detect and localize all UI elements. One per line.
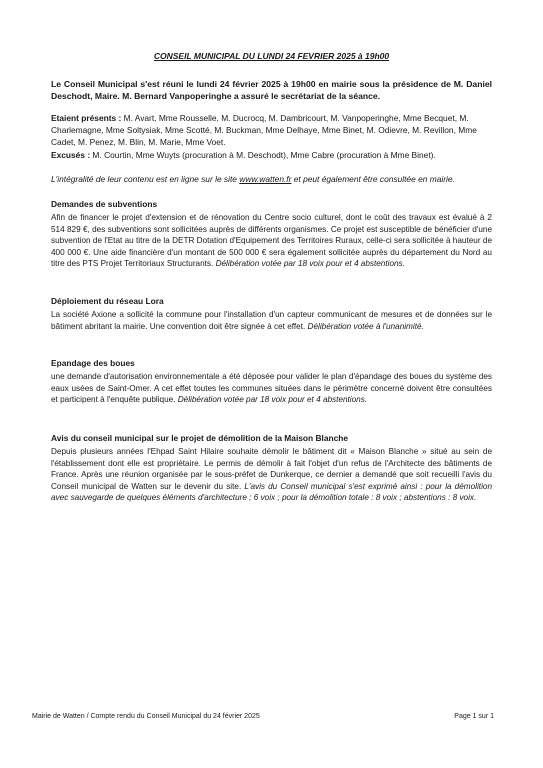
website-link[interactable]: www.watten.fr (239, 174, 292, 184)
section-sludge (51, 358, 492, 406)
document-title: CONSEIL MUNICIPAL DU LUNDI 24 FEVRIER 2025 à 19h00 (153, 51, 390, 61)
section-vote: Délibération votée à l'unanimité. (307, 321, 424, 331)
present-names: M. Avart, Mme Rousselle, M. Ducrocq, M. Dambricourt, M. Vanpoperinghe, Mme Becquet, M. Charlemagne, Mme Soltysiak, Mme Scotté, M. Buckman, Mme Delhaye, Mme Binet, M. Odievre, M. Revillon, Mme Cadet, M. Penez, M. Blin, M. Marie, Mme Voet. (51, 113, 477, 148)
section-body (51, 309, 492, 332)
section-text: La société Axione a sollicité la commune pour l'installation d'un capteur communicant de mesures et de données sur le bâtiment abritant la mairie. Une convention doit être signée à cet effet. (51, 310, 492, 331)
section-text: Afin de financer le projet d'extension et de rénovation du Centre socio culturel, dont le coût des travaux est évalué à 2 514 829 €, des subventions sont sollicitées auprès de différents organismes. Ce projet est susceptible de bénéficier d'une subvention de l'Etat au titre de la DETR Dotation d'Equipement des Territoires Ruraux, celle-ci sera sollicitée à hauteur de 400 000 €. Une aide financière d'un montant de 500 000 € sera également sollicitée auprès du département du Nord au titre des PTS Projet Territoriaux Structurants. (51, 213, 492, 269)
section-body (51, 446, 492, 504)
intro-paragraph: Le Conseil Municipal s'est réuni le lundi 24 février 2025 à 19h00 en mairie sous la présidence de M. Daniel Deschodt, Maire. M. Bernard Vanpoperinghe a assuré le secrétariat de la séance. (51, 79, 492, 102)
section-heading: Déploiement du réseau Lora (51, 296, 164, 306)
online-notice (51, 173, 492, 185)
section-body (51, 371, 492, 406)
present-label: Etaient présents : (51, 113, 122, 123)
section-lora (51, 296, 492, 332)
online-text-before: L'intégralité de leur contenu est en ligne sur le site (51, 174, 240, 184)
page-footer (32, 713, 494, 720)
section-text: une demande d'autorisation environnementale a été déposée pour valider le plan d'épandage des boues du système des eaux usées de Saint-Omer. A cet effet toutes les communes situées dans le périmètre concerné doivent être consultées et participent à l'enquête publique. (51, 372, 492, 405)
excused-line (51, 149, 492, 161)
online-text-after: et peut également être consultée en mairie. (291, 174, 455, 184)
section-vote: Délibération votée par 18 voix pour et 4 abstentions. (177, 395, 368, 405)
footer-page-number: Page 1 sur 1 (454, 713, 494, 720)
section-text: Depuis plusieurs années l'Ehpad Saint Hilaire souhaite démolir le bâtiment dit « Maison Blanche » situé au sein de l'établissement dont elle est propriétaire. Le permis de démolir à fait l'objet d'un refus de l'Architecte des bâtiments de France. Après une réunion organisée par le sous-préfet de Dunkerque, ce dernier a demandé que soit recueilli l'avis du Conseil municipal de Watten sur le devenir du site. (51, 447, 492, 491)
attendance-block (51, 112, 492, 161)
section-heading: Epandage des boues (51, 358, 135, 368)
section-vote: L'avis du Conseil municipal s'est exprimé ainsi : pour la démolition avec sauvegarde de quelques éléments d'architecture ; 6 voix ; pour la démolition totale : 8 voix ; abstentions : 8 voix. (51, 481, 493, 503)
section-heading: Demandes de subventions (51, 199, 158, 209)
present-line (51, 112, 492, 149)
section-vote: Délibération votée par 18 voix pour et 4 abstentions. (215, 259, 405, 269)
footer-left: Mairie de Watten / Compte rendu du Conseil Municipal du 24 février 2025 (32, 713, 260, 720)
section-heading: Avis du conseil municipal sur le projet de démolition de la Maison Blanche (51, 433, 349, 443)
section-body (51, 212, 492, 270)
excused-label: Excusés : (51, 149, 91, 160)
excused-names: M. Courtin, Mme Wuyts (procuration à M. Deschodt), Mme Cabre (procuration à Mme Binet). (90, 149, 436, 160)
section-maison-blanche (51, 433, 492, 504)
section-subsidies (51, 199, 492, 270)
